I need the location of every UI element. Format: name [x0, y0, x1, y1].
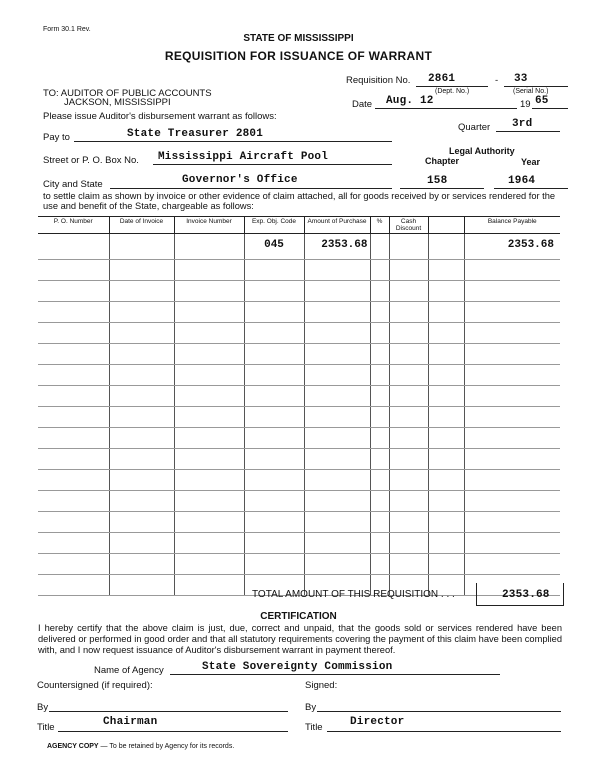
table-cell	[109, 428, 174, 449]
table-cell	[174, 449, 244, 470]
table-cell	[428, 512, 464, 533]
table-row	[38, 234, 560, 260]
to-line-1: TO: AUDITOR OF PUBLIC ACCOUNTS	[43, 88, 212, 99]
cell-po-number	[38, 234, 109, 260]
cell-amount-of-purchase: 2353.68	[304, 234, 370, 260]
serial-number: 33	[514, 73, 528, 85]
table-cell	[244, 512, 304, 533]
table-cell	[109, 533, 174, 554]
table-cell	[370, 554, 389, 575]
table-cell	[244, 533, 304, 554]
table-cell	[174, 491, 244, 512]
table-cell	[38, 428, 109, 449]
line-items-table	[38, 216, 560, 596]
table-row	[38, 491, 560, 512]
city-value: Governor's Office	[182, 174, 298, 186]
cell-exp-obj-code: 045	[244, 234, 304, 260]
chapter-label: Chapter	[425, 156, 460, 166]
table-cell	[370, 260, 389, 281]
footer-note	[47, 743, 234, 750]
table-cell	[464, 533, 560, 554]
table-cell	[428, 302, 464, 323]
table-cell	[174, 260, 244, 281]
header-blank	[428, 217, 464, 234]
table-cell	[370, 344, 389, 365]
table-cell	[244, 470, 304, 491]
certification-text: I hereby certify that the above claim is just, due, correct and unpaid, that the goods sold or services rendered have been delivered or performed in good order and that all statutory requirements covering the payment of this claim have been complied with, and I now request issuance of Auditor's disbursement warrant in payment thereof.	[38, 623, 562, 655]
table-row	[38, 449, 560, 470]
cell-balance-payable: 2353.68	[464, 234, 560, 260]
table-cell	[38, 407, 109, 428]
table-cell	[174, 323, 244, 344]
cell-cash-discount	[389, 234, 428, 260]
table-cell	[304, 260, 370, 281]
header-exp-obj-code: Exp. Obj. Code	[244, 217, 304, 234]
dash: -	[495, 75, 499, 86]
table-cell	[428, 407, 464, 428]
table-cell	[174, 344, 244, 365]
serial-caption: (Serial No.)	[513, 88, 549, 95]
street-label: Street or P. O. Box No.	[43, 155, 139, 166]
cell-date-of-invoice	[109, 234, 174, 260]
table-cell	[428, 365, 464, 386]
cell-percent	[370, 234, 389, 260]
table-cell	[304, 449, 370, 470]
table-cell	[464, 554, 560, 575]
table-cell	[389, 512, 428, 533]
right-title-value: Director	[350, 716, 405, 728]
table-cell	[244, 449, 304, 470]
table-cell	[464, 344, 560, 365]
table-cell	[38, 344, 109, 365]
table-cell	[109, 512, 174, 533]
chapter-value: 158	[427, 175, 448, 187]
cell-invoice-number	[174, 234, 244, 260]
table-cell	[244, 260, 304, 281]
table-cell	[174, 470, 244, 491]
table-cell	[370, 428, 389, 449]
table-cell	[370, 449, 389, 470]
table-cell	[38, 260, 109, 281]
table-cell	[244, 281, 304, 302]
header-po-number: P. O. Number	[38, 217, 109, 234]
table-cell	[389, 281, 428, 302]
table-cell	[370, 491, 389, 512]
total-value: 2353.68	[502, 589, 550, 601]
table-cell	[38, 491, 109, 512]
table-row	[38, 260, 560, 281]
table-header	[38, 217, 560, 234]
table-cell	[304, 302, 370, 323]
by-label-left: By	[37, 702, 49, 713]
table-cell	[244, 365, 304, 386]
table-cell	[109, 281, 174, 302]
table-cell	[370, 281, 389, 302]
table-cell	[38, 449, 109, 470]
footer-bold: AGENCY COPY	[47, 743, 99, 750]
table-cell	[38, 533, 109, 554]
table-cell	[38, 365, 109, 386]
table-cell	[389, 470, 428, 491]
table-cell	[304, 407, 370, 428]
table-cell	[109, 554, 174, 575]
footer-rest: — To be retained by Agency for its records.	[98, 743, 235, 750]
table-cell	[174, 386, 244, 407]
table-row	[38, 470, 560, 491]
table-cell	[370, 512, 389, 533]
table-cell	[304, 428, 370, 449]
table-cell	[174, 428, 244, 449]
table-cell	[389, 554, 428, 575]
table-cell	[109, 407, 174, 428]
table-row	[38, 281, 560, 302]
table-cell	[428, 323, 464, 344]
table-cell	[109, 302, 174, 323]
table-cell	[38, 281, 109, 302]
settle-claim-text: to settle claim as shown by invoice or other evidence of claim attached, all for goods received by or services rendered for the use and benefit of the State, chargeable as follows:	[43, 191, 556, 211]
title-label-right: Title	[305, 722, 323, 733]
street-value: Mississippi Aircraft Pool	[158, 151, 329, 163]
table-cell	[304, 470, 370, 491]
countersigned-label: Countersigned (if required):	[37, 680, 153, 691]
table-cell	[428, 470, 464, 491]
table-cell	[428, 281, 464, 302]
table-row	[38, 323, 560, 344]
table-cell	[38, 323, 109, 344]
table-cell	[428, 533, 464, 554]
table-cell	[304, 386, 370, 407]
table-cell	[428, 554, 464, 575]
agency-value: State Sovereignty Commission	[202, 661, 393, 673]
table-cell	[464, 302, 560, 323]
certification-title: CERTIFICATION	[260, 611, 337, 622]
table-cell	[464, 323, 560, 344]
agency-label: Name of Agency	[94, 665, 164, 676]
table-cell	[304, 533, 370, 554]
dept-caption: (Dept. No.)	[435, 88, 470, 95]
table-row	[38, 344, 560, 365]
table-row	[38, 533, 560, 554]
table-cell	[370, 533, 389, 554]
table-cell	[174, 281, 244, 302]
state-title: STATE OF MISSISSIPPI	[243, 33, 354, 44]
table-cell	[370, 407, 389, 428]
table-cell	[464, 281, 560, 302]
year-prefix: 19	[520, 99, 531, 110]
table-row	[38, 512, 560, 533]
table-cell	[464, 491, 560, 512]
requisition-label: Requisition No.	[346, 75, 411, 86]
table-cell	[389, 386, 428, 407]
form-number: Form 30.1 Rev.	[43, 26, 91, 33]
table-cell	[109, 575, 174, 596]
header-amount-of-purchase: Amount of Purchase	[304, 217, 370, 234]
table-cell	[174, 365, 244, 386]
table-cell	[304, 491, 370, 512]
table-cell	[304, 323, 370, 344]
table-cell	[428, 449, 464, 470]
header-balance-payable: Balance Payable	[464, 217, 560, 234]
header-invoice-number: Invoice Number	[174, 217, 244, 234]
table-cell	[174, 575, 244, 596]
pay-to-label: Pay to	[43, 132, 70, 143]
table-cell	[428, 386, 464, 407]
instruction-text: Please issue Auditor's disbursement warrant as follows:	[43, 111, 277, 122]
table-cell	[389, 428, 428, 449]
table-cell	[428, 344, 464, 365]
table-cell	[174, 512, 244, 533]
date-value: Aug. 12	[386, 95, 434, 107]
table-cell	[38, 470, 109, 491]
table-cell	[109, 344, 174, 365]
table-cell	[244, 491, 304, 512]
table-cell	[389, 533, 428, 554]
total-label: TOTAL AMOUNT OF THIS REQUISITION . . .	[252, 589, 455, 600]
header-percent: %	[370, 217, 389, 234]
table-cell	[389, 407, 428, 428]
table-cell	[464, 386, 560, 407]
date-label: Date	[352, 99, 373, 110]
table-cell	[244, 554, 304, 575]
table-cell	[109, 491, 174, 512]
table-cell	[464, 449, 560, 470]
table-cell	[244, 407, 304, 428]
table-cell	[464, 428, 560, 449]
legal-authority-title: Legal Authority	[449, 146, 515, 156]
table-cell	[370, 386, 389, 407]
pay-to-value: State Treasurer 2801	[127, 128, 264, 140]
table-cell	[38, 554, 109, 575]
table-row	[38, 386, 560, 407]
year-value: 1964	[508, 175, 536, 187]
left-title-value: Chairman	[103, 716, 158, 728]
to-line-2: JACKSON, MISSISSIPPI	[64, 97, 171, 108]
dept-number: 2861	[428, 73, 456, 85]
table-cell	[244, 323, 304, 344]
table-cell	[109, 365, 174, 386]
table-row	[38, 302, 560, 323]
table-cell	[38, 386, 109, 407]
table-cell	[109, 260, 174, 281]
table-cell	[38, 512, 109, 533]
table-cell	[464, 512, 560, 533]
table-row	[38, 365, 560, 386]
table-cell	[109, 323, 174, 344]
table-cell	[428, 260, 464, 281]
table-cell	[109, 449, 174, 470]
table-cell	[38, 302, 109, 323]
table-cell	[244, 386, 304, 407]
header-date-of-invoice: Date of Invoice	[109, 217, 174, 234]
year-label: Year	[521, 157, 541, 167]
cell-blank	[428, 234, 464, 260]
table-cell	[109, 470, 174, 491]
table-row	[38, 554, 560, 575]
by-label-right: By	[305, 702, 317, 713]
quarter-value: 3rd	[512, 118, 533, 130]
table-cell	[389, 344, 428, 365]
table-cell	[370, 302, 389, 323]
table-cell	[109, 386, 174, 407]
table-cell	[370, 323, 389, 344]
table-cell	[244, 344, 304, 365]
table-cell	[304, 365, 370, 386]
table-cell	[174, 407, 244, 428]
table-cell	[428, 491, 464, 512]
table-cell	[304, 344, 370, 365]
table-cell	[428, 428, 464, 449]
city-label: City and State	[43, 179, 103, 190]
table-cell	[464, 260, 560, 281]
table-cell	[244, 302, 304, 323]
table-cell	[370, 470, 389, 491]
table-cell	[389, 365, 428, 386]
table-row	[38, 407, 560, 428]
table-cell	[464, 407, 560, 428]
table-cell	[389, 491, 428, 512]
table-cell	[304, 512, 370, 533]
table-cell	[389, 449, 428, 470]
table-cell	[389, 260, 428, 281]
document-title: REQUISITION FOR ISSUANCE OF WARRANT	[164, 49, 433, 63]
table-cell	[174, 302, 244, 323]
year-suffix: 65	[535, 95, 549, 107]
table-cell	[38, 575, 109, 596]
table-cell	[304, 281, 370, 302]
header-cash-discount: Cash Discount	[389, 217, 428, 234]
table-cell	[464, 470, 560, 491]
table-cell	[370, 365, 389, 386]
title-label-left: Title	[37, 722, 55, 733]
signed-label: Signed:	[305, 680, 338, 691]
table-cell	[174, 554, 244, 575]
table-cell	[174, 533, 244, 554]
table-cell	[389, 323, 428, 344]
table-cell	[464, 365, 560, 386]
table-row	[38, 428, 560, 449]
table-cell	[304, 554, 370, 575]
table-cell	[389, 302, 428, 323]
table-cell	[244, 428, 304, 449]
quarter-label: Quarter	[458, 122, 491, 133]
